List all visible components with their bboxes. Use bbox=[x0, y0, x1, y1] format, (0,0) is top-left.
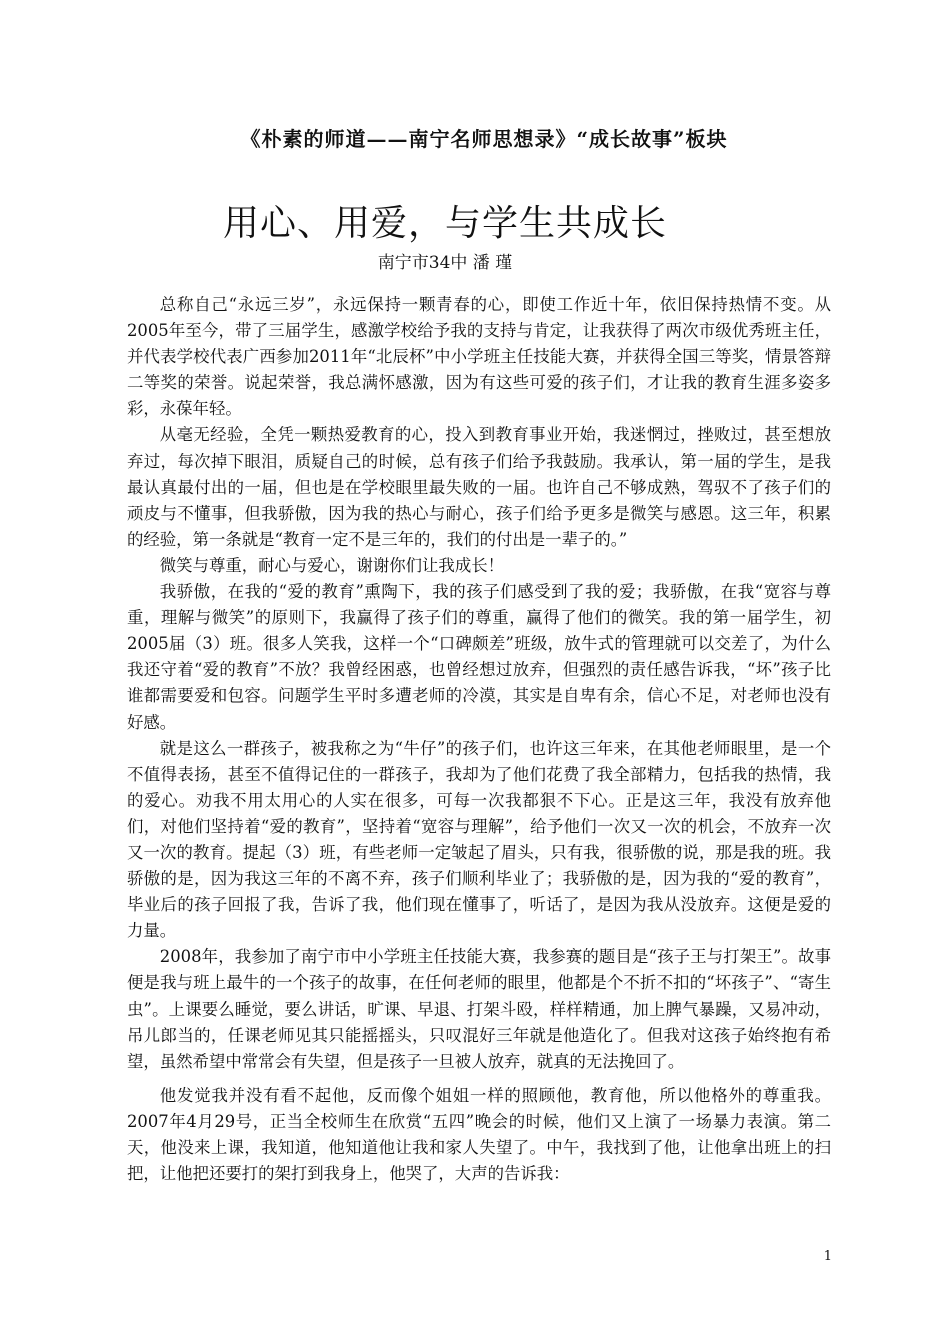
section-title: 《朴素的师道——南宁名师思想录》“成长故事”板块 bbox=[240, 127, 728, 151]
paragraph: 总称自己“永远三岁”，永远保持一颗青春的心，即使工作近十年，依旧保持热情不变。从2005年至今，带了三届学生，感激学校给予我的支持与肯定，让我获得了两次市级优秀班主任，并代表学校代表广西参加2011年“北辰杯”中小学班主任技能大赛，并获得全国三等奖，情景答辩二等奖的荣誉。说起荣誉，我总满怀感激，因为有这些可爱的孩子们，才让我的教育生涯多姿多彩，永葆年轻。 bbox=[127, 295, 831, 419]
paragraph: 我骄傲，在我的“爱的教育”熏陶下，我的孩子们感受到了我的爱；我骄傲，在我“宽容与尊重，理解与微笑”的原则下，我赢得了孩子们的尊重，赢得了他们的微笑。我的第一届学生，初2005届（3）班。很多人笑我，这样一个“口碑颇差”班级，放牛式的管理就可以交差了，为什么我还守着“爱的教育”不放？我曾经困惑，也曾经想过放弃，但强烈的责任感告诉我，“坏”孩子比谁都需要爱和包容。问题学生平时多遭老师的冷漠，其实是自卑有余，信心不足，对老师也没有好感。 bbox=[127, 582, 831, 732]
page-number: 1 bbox=[823, 1249, 832, 1264]
paragraph: 微笑与尊重，耐心与爱心，谢谢你们让我成长！ bbox=[159, 555, 504, 575]
paragraph: 他发觉我并没有看不起他，反而像个姐姐一样的照顾他，教育他，所以他格外的尊重我。2007年4月29号，正当全校师生在欣赏“五四”晚会的时候，他们又上演了一场暴力表演。第二天，他没来上课，我知道，他知道他让我和家人失望了。中午，我找到了他，让他拿出班上的扫把，让他把还要打的架打到我身上，他哭了，大声的告诉我： bbox=[127, 1085, 831, 1184]
article-body bbox=[127, 292, 831, 1187]
paragraph: 就是这么一群孩子，被我称之为“牛仔”的孩子们，也许这三年来，在其他老师眼里，是一个不值得表扬，甚至不值得记住的一群孩子，我却为了他们花费了我全部精力，包括我的热情，我的爱心。劝我不用太用心的人实在很多，可每一次我都狠不下心。正是这三年，我没有放弃他们，对他们坚持着“爱的教育”，坚持着“宽容与理解”，给予他们一次又一次的机会，不放弃一次又一次的教育。提起（3）班，有些老师一定皱起了眉头，只有我，很骄傲的说，那是我的班。我骄傲的是，因为我这三年的不离不弃，孩子们顺利毕业了；我骄傲的是，因为我的“爱的教育”，毕业后的孩子回报了我，告诉了我，他们现在懂事了，听话了，是因为我从没放弃。这便是爱的力量。 bbox=[127, 738, 831, 941]
paragraph: 2008年，我参加了南宁市中小学班主任技能大赛，我参赛的题目是“孩子王与打架王”。故事便是我与班上最牛的一个孩子的故事，在任何老师的眼里，他都是个不折不扣的“坏孩子”、“寄生虫”。上课要么睡觉，要么讲话，旷课、早退、打架斗殴，样样精通，加上脾气暴躁，又易冲动，吊儿郎当的，任课老师见其只能摇摇头，只叹混好三年就是他造化了。但我对这孩子始终抱有希望，虽然希望中常常会有失望，但是孩子一旦被人放弃，就真的无法挽回了。 bbox=[127, 947, 831, 1071]
article-title: 用心、用爱，与学生共成长 bbox=[222, 203, 667, 244]
article-author: 南宁市34中 潘 瑾 bbox=[377, 253, 513, 273]
paragraph: 从毫无经验，全凭一颗热爱教育的心，投入到教育事业开始，我迷惘过，挫败过，甚至想放弃过，每次掉下眼泪，质疑自己的时候，总有孩子们给予我鼓励。我承认，第一届的学生，是我最认真最付出的一届，但也是在学校眼里最失败的一届。也许自己不够成熟，驾驭不了孩子们的顽皮与不懂事，但我骄傲，因为我的热心与耐心，孩子们给予更多是微笑与感恩。这三年，积累的经验，第一条就是“教育一定不是三年的，我们的付出是一辈子的。” bbox=[127, 425, 831, 549]
